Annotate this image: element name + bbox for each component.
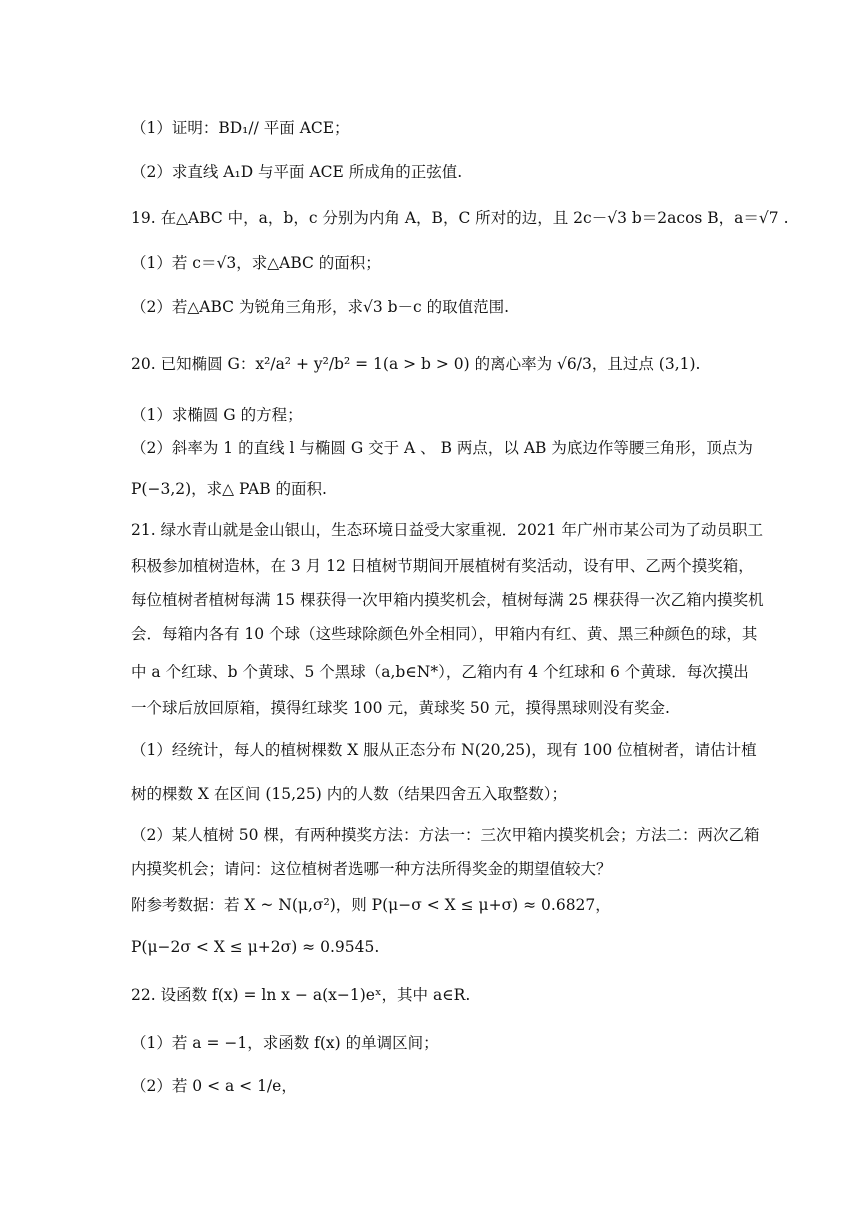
q21-stem-line6: 一个球后放回原箱，摸得红球奖 100 元，黄球奖 50 元，摸得黑球则没有奖金. bbox=[131, 699, 670, 717]
q21-reference-line1: 附参考数据：若 X ~ N(μ,σ²)，则 P(μ−σ < X ≤ μ+σ) ≈ 0.6827， bbox=[131, 896, 611, 914]
q18-part1: （1）证明：BD₁// 平面 ACE； bbox=[131, 119, 350, 137]
q21-stem-line5: 中 a 个红球、b 个黄球、5 个黑球（a,b∈N*），乙箱内有 4 个红球和 6 个黄球．每次摸出 bbox=[131, 663, 749, 681]
q20-part2-line1: （2）斜率为 1 的直线 l 与椭圆 G 交于 A 、 B 两点，以 AB 为底边作等腰三角形，顶点为 bbox=[131, 439, 753, 457]
q19-stem: 19. 在△ABC 中，a，b，c 分别为内角 A，B，C 所对的边，且 2c－√3 b＝2acos B，a＝√7 . bbox=[131, 209, 789, 227]
q21-part2-line1: （2）某人植树 50 棵，有两种摸奖方法：方法一：三次甲箱内摸奖机会；方法二：两次乙箱 bbox=[131, 826, 760, 844]
q21-stem-line3: 每位植树者植树每满 15 棵获得一次甲箱内摸奖机会，植树每满 25 棵获得一次乙箱内摸奖机 bbox=[131, 591, 764, 609]
q21-stem-line4: 会．每箱内各有 10 个球（这些球除颜色外全相同），甲箱内有红、黄、黑三种颜色的球，其 bbox=[131, 625, 758, 643]
q19-part2: （2）若△ABC 为锐角三角形，求√3 b－c 的取值范围. bbox=[131, 298, 510, 316]
q21-reference-line2: P(μ−2σ < X ≤ μ+2σ) ≈ 0.9545. bbox=[131, 938, 380, 956]
q21-stem-line1: 21. 绿水青山就是金山银山，生态环境日益受大家重视．2021 年广州市某公司为了动员职工 bbox=[131, 521, 763, 539]
q19-part1: （1）若 c＝√3，求△ABC 的面积； bbox=[131, 254, 381, 272]
q21-part1-line2: 树的棵数 X 在区间 (15,25) 内的人数（结果四舍五入取整数）； bbox=[131, 785, 567, 803]
q20-part2-line2: P(−3,2)，求△ PAB 的面积. bbox=[131, 480, 327, 498]
q21-part2-line2: 内摸奖机会；请问：这位植树者选哪一种方法所得奖金的期望值较大？ bbox=[131, 860, 612, 878]
q21-stem-line2: 积极参加植树造林，在 3 月 12 日植树节期间开展植树有奖活动，设有甲、乙两个摸奖箱， bbox=[131, 557, 754, 575]
q18-part2: （2）求直线 A₁D 与平面 ACE 所成角的正弦值. bbox=[131, 163, 463, 181]
q22-part1: （1）若 a = −1，求函数 f(x) 的单调区间； bbox=[131, 1034, 439, 1052]
q22-part2: （2）若 0 < a < 1/e， bbox=[131, 1077, 297, 1095]
q22-stem: 22. 设函数 f(x) = ln x − a(x−1)eˣ，其中 a∈R. bbox=[131, 986, 471, 1004]
q21-part1-line1: （1）经统计，每人的植树棵数 X 服从正态分布 N(20,25)，现有 100 位植树者，请估计植 bbox=[131, 741, 757, 759]
q20-part1: （1）求椭圆 G 的方程； bbox=[131, 406, 303, 424]
q20-stem: 20. 已知椭圆 G：x²/a² + y²/b² = 1(a > b > 0) 的离心率为 √6/3，且过点 (3,1). bbox=[131, 355, 701, 373]
